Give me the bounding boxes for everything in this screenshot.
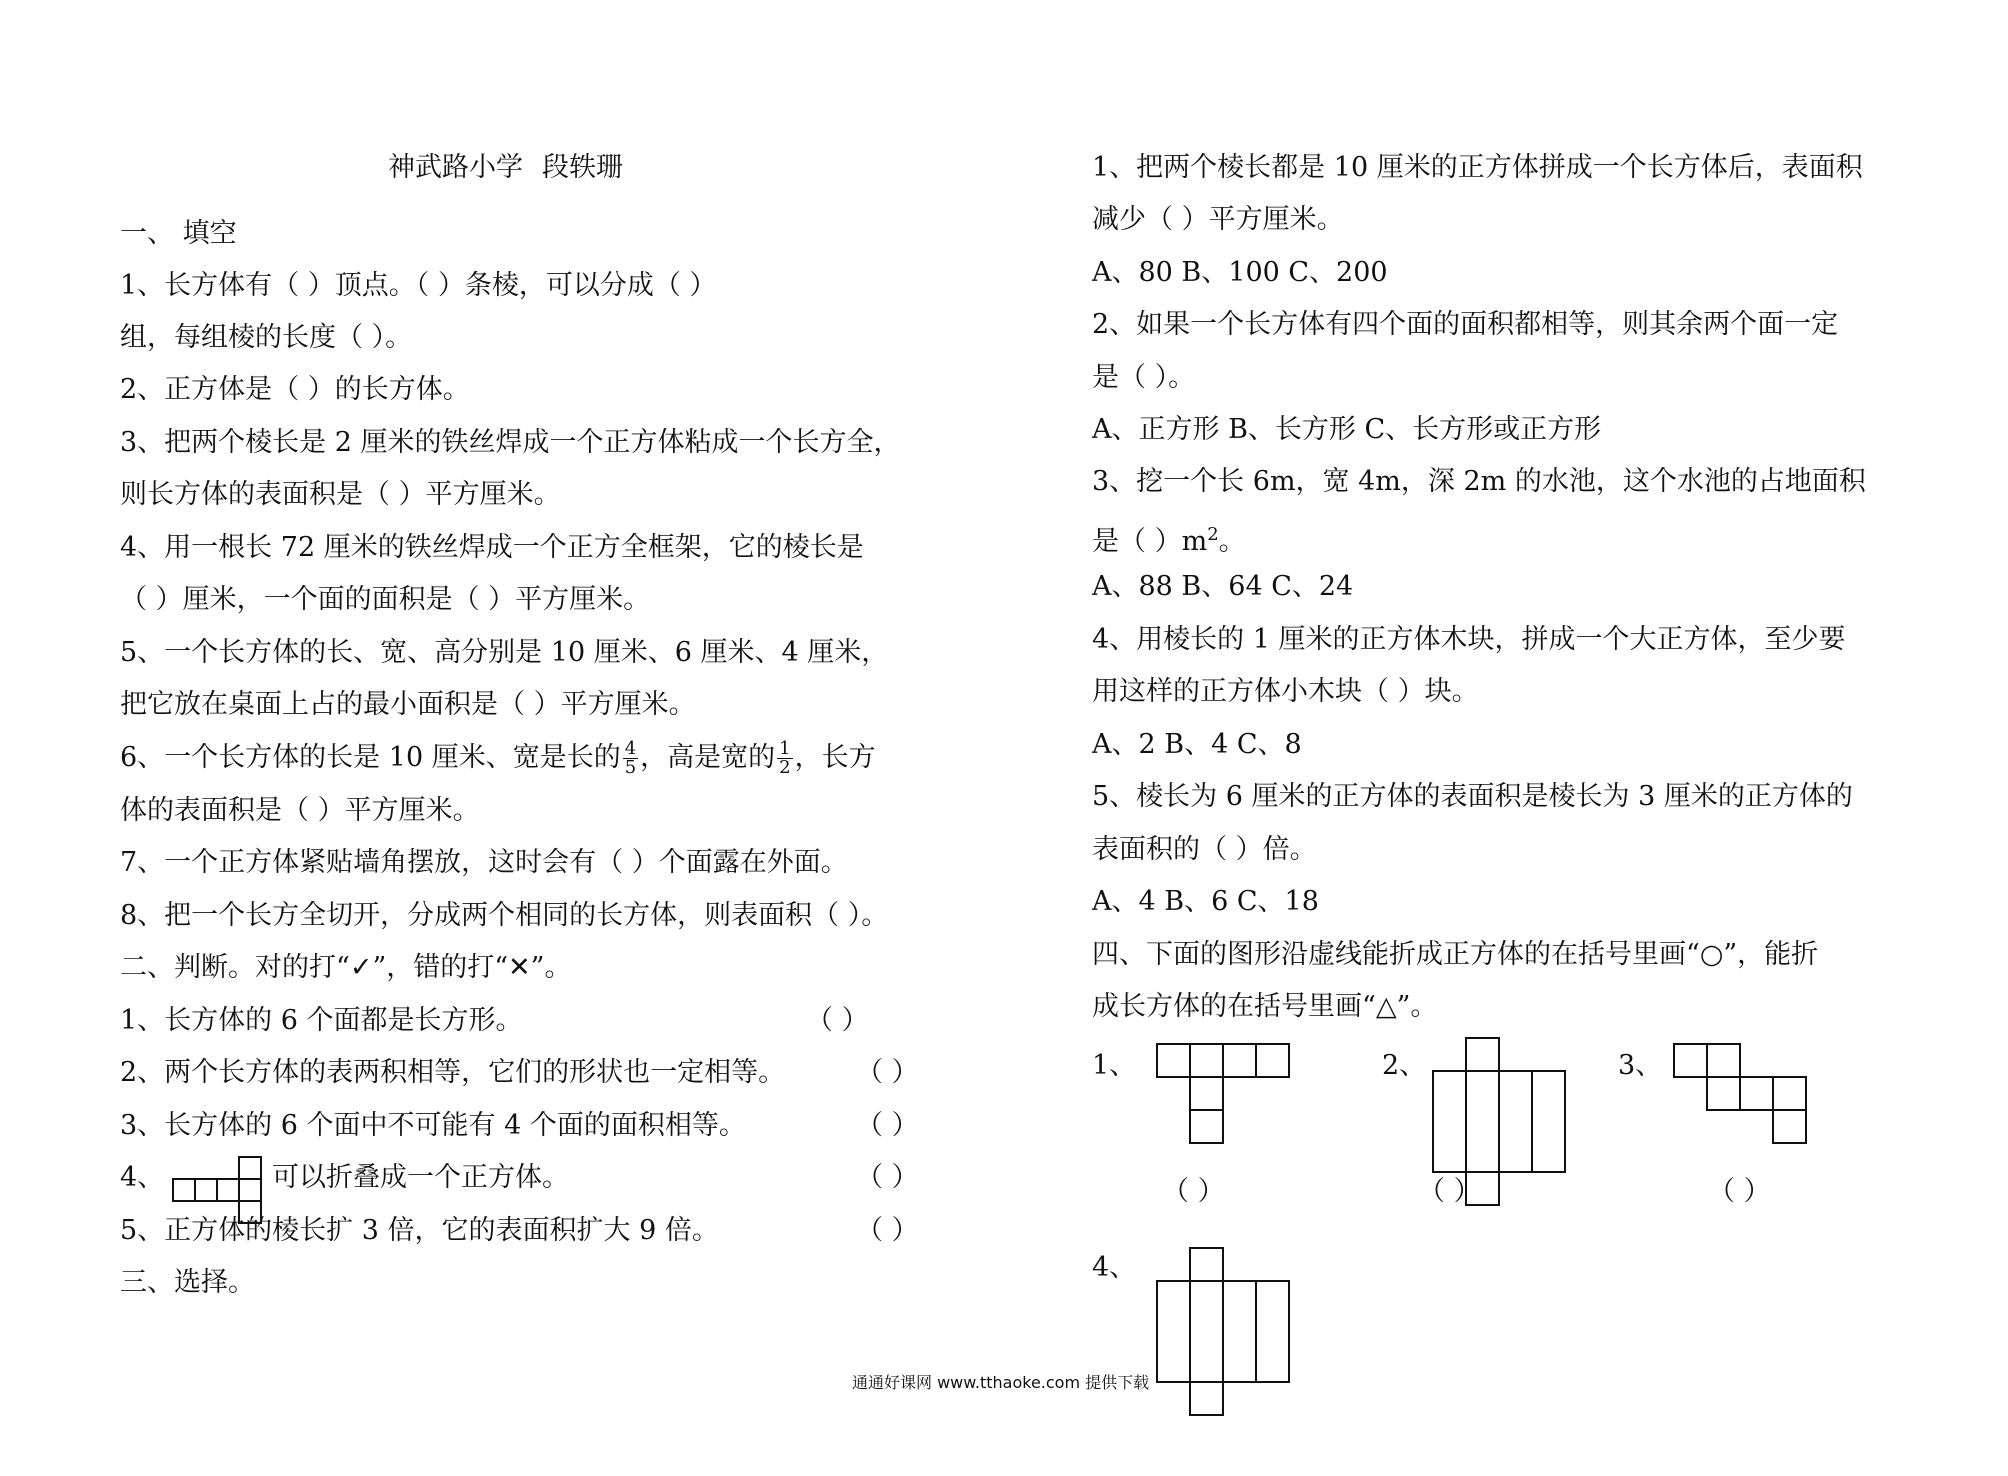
s2-q5: 5、正方体的棱长扩 3 倍，它的表面积扩大 9 倍。 [120,1215,719,1246]
s2-q1-paren: （ ） [806,1005,869,1036]
s1-q1-line1: 1、长方体有（ ）顶点。（ ）条棱，可以分成（ ） [120,270,717,301]
net-square [1673,1043,1708,1078]
s1-q2: 2、正方体是（ ）的长方体。 [120,374,470,405]
s2-q4-number: 4、 [120,1162,165,1193]
school-name: 神武路小学 [388,152,523,183]
fraction-one-half [777,740,792,777]
net-square [1189,1043,1224,1078]
fraction-numerator: 1 [779,738,791,759]
net-square [1156,1043,1191,1078]
section4-title-line2 [1092,989,1437,1025]
s2-q2: 2、两个长方体的表两积相等，它们的形状也一定相等。 [120,1057,786,1088]
net-square [1189,1109,1224,1144]
s2-q4-text: 可以折叠成一个正方体。 [272,1162,569,1193]
s1-q5-line1: 5、一个长方体的长、宽、高分别是 10 厘米、6 厘米、4 厘米， [120,637,889,668]
fraction-four-fifths [623,740,638,777]
circle-symbol-icon: ○ [1699,939,1724,970]
net-square [194,1178,218,1202]
s1-q6-line2: 体的表面积是（ ）平方厘米。 [120,795,480,826]
fraction-denominator: 5 [624,757,637,778]
s1-q6-text-c: ，长方 [794,742,876,773]
figure1-net [1156,1043,1292,1147]
s3-q3-text-a: 是（ ）m [1092,526,1208,557]
s1-q4-line2: （ ）厘米，一个面的面积是（ ）平方厘米。 [120,584,651,615]
s1-q6-text-a: 6、一个长方体的长是 10 厘米、宽是长的 [120,742,621,773]
author-name: 段轶珊 [542,152,623,183]
net-square [238,1178,262,1202]
s3-q5-line2: 表面积的（ ）倍。 [1092,834,1317,865]
net-square [172,1178,196,1202]
s3-q2-options: A、正方形 B、长方形 C、长方形或正方形 [1092,414,1602,445]
s4-title-d: ”。 [1396,991,1438,1022]
net-rectangle [1465,1070,1500,1173]
net-square [1465,1037,1500,1072]
s2-q1: 1、长方体的 6 个面都是长方形。 [120,1005,523,1036]
figure2-answer-paren: （ ） [1418,1176,1481,1207]
net-square [1255,1043,1290,1078]
s3-q3-options: A、88 B、64 C、24 [1092,571,1354,602]
net-square [238,1156,262,1180]
s3-q1-options: A、80 B、100 C、200 [1092,257,1388,288]
s1-q7: 7、一个正方体紧贴墙角摆放，这时会有（ ）个面露在外面。 [120,847,848,878]
figure3-net [1673,1043,1813,1147]
s3-q2-line1: 2、如果一个长方体有四个面的面积都相等，则其余两个面一定 [1092,309,1839,340]
section1-title: 一、 填空 [120,218,237,249]
s1-q6-text-b: ，高是宽的 [640,742,776,773]
check-mark-icon: ✓ [349,952,373,983]
s3-q3-line1: 3、挖一个长 6m，宽 4m，深 2m 的水池，这个水池的占地面积 [1092,466,1866,497]
s3-q4-options: A、2 B、4 C、8 [1092,729,1302,760]
s2-title-c: ”。 [530,952,572,983]
s1-q3-line2: 则长方体的表面积是（ ）平方厘米。 [120,479,561,510]
superscript-two: 2 [1207,524,1219,545]
s4-title-b: ”，能折 [1723,939,1819,970]
fraction-numerator: 4 [624,738,637,759]
s1-q4-line1: 4、用一根长 72 厘米的铁丝焊成一个正方全框架，它的棱长是 [120,532,864,563]
net-rectangle [1432,1070,1467,1173]
net-rectangle [1156,1280,1191,1383]
s3-q5-options: A、4 B、6 C、18 [1092,886,1319,917]
s4-title-c: 成长方体的在括号里画“ [1092,991,1376,1022]
s3-q4-line1: 4、用棱长的 1 厘米的正方体木块，拼成一个大正方体，至少要 [1092,624,1846,655]
figure3-answer-paren: （ ） [1708,1176,1771,1207]
footer-source-text: 通通好课网 www.tthaoke.com 提供下载 [852,1373,1150,1392]
fraction-denominator: 2 [779,757,791,778]
net-rectangle [1498,1070,1533,1173]
s3-q1-line2: 减少（ ）平方厘米。 [1092,204,1344,235]
net-square [1222,1043,1257,1078]
net-rectangle [1255,1280,1290,1383]
net-square [216,1178,240,1202]
figure4-label: 4、 [1092,1252,1137,1283]
s2-q4-paren: （ ） [856,1162,919,1193]
figure2-label: 2、 [1382,1050,1427,1081]
net-square [1189,1381,1224,1416]
s1-q6-line1 [120,740,876,777]
section4-title-line1 [1092,937,1818,973]
net-square [1706,1043,1741,1078]
s2-q5-paren: （ ） [856,1215,919,1246]
section3-title: 三、选择。 [120,1267,255,1298]
figure1-label: 1、 [1092,1050,1137,1081]
s3-q3-text-b: 。 [1218,526,1246,557]
net-rectangle [1222,1280,1257,1383]
s3-q3-line2 [1092,517,1246,560]
section2-title [120,950,571,986]
net-square [1739,1076,1774,1111]
s2-q2-paren: （ ） [856,1057,919,1088]
figure4-net [1156,1247,1292,1417]
net-square [1772,1076,1807,1111]
s2-q3: 3、长方体的 6 个面中不可能有 4 个面的面积相等。 [120,1110,746,1141]
s4-title-a: 四、下面的图形沿虚线能折成正方体的在括号里画“ [1092,939,1700,970]
s3-q1-line1: 1、把两个棱长都是 10 厘米的正方体拼成一个长方体后，表面积 [1092,152,1863,183]
s3-q4-line2: 用这样的正方体小木块（ ）块。 [1092,676,1479,707]
net-square [1772,1109,1807,1144]
triangle-symbol-icon: △ [1375,991,1397,1022]
s1-q5-line2: 把它放在桌面上占的最小面积是（ ）平方厘米。 [120,689,696,720]
cross-mark-icon: ✕ [508,952,531,983]
figure1-answer-paren: （ ） [1162,1176,1225,1207]
s1-q1-line2: 组，每组棱的长度（ ）。 [120,322,413,353]
s2-title-a: 二、判断。对的打“ [120,952,350,983]
net-square [1706,1076,1741,1111]
s2-title-b: ”，错的打“ [372,952,509,983]
s2-q3-paren: （ ） [856,1110,919,1141]
s3-q5-line1: 5、棱长为 6 厘米的正方体的表面积是棱长为 3 厘米的正方体的 [1092,781,1853,812]
net-rectangle [1531,1070,1566,1173]
net-square [1189,1247,1224,1282]
figure3-label: 3、 [1618,1050,1663,1081]
s3-q2-line2: 是（ ）。 [1092,362,1196,393]
s1-q3-line1: 3、把两个棱长是 2 厘米的铁丝焊成一个正方体粘成一个长方全， [120,427,901,458]
net-rectangle [1189,1280,1224,1383]
net-square [1189,1076,1224,1111]
s1-q8: 8、把一个长方全切开，分成两个相同的长方体，则表面积（ ）。 [120,900,889,931]
